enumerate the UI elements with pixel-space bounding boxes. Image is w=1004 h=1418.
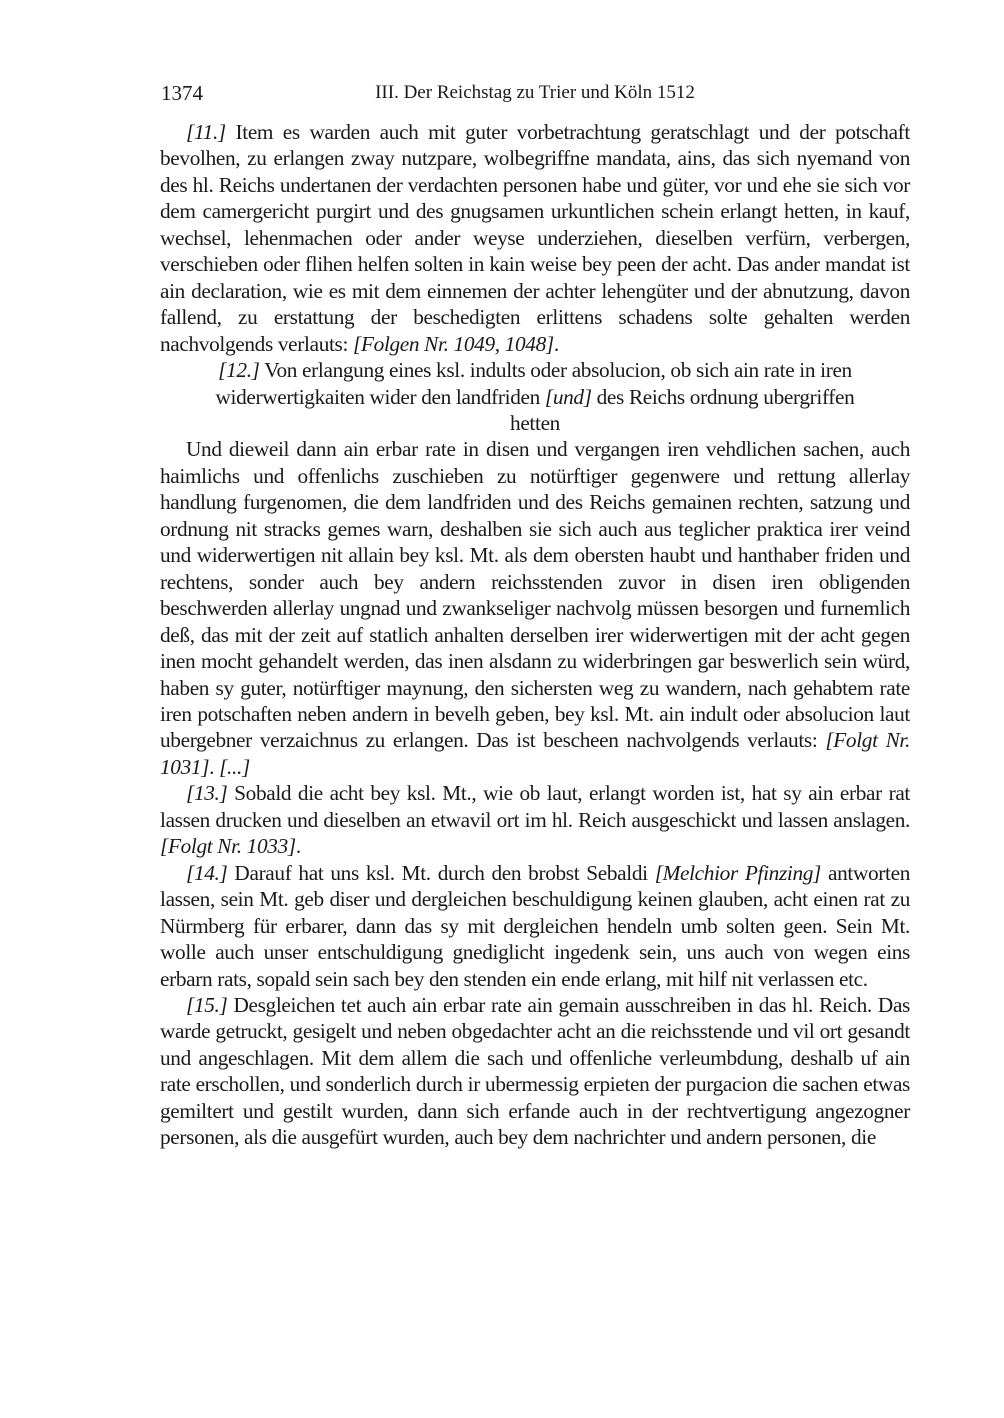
running-title: III. Der Reichstag zu Trier und Köln 1512 <box>375 82 695 103</box>
punctuation: . <box>553 331 559 356</box>
heading-text: Von erlangung eines ksl. indults oder absolucion, ob sich ain rate in iren widerwertigkaiten wider den landfriden <box>215 358 852 409</box>
section-11 <box>160 119 910 357</box>
section-marker: [14.] <box>186 860 228 885</box>
section-15 <box>160 992 910 1151</box>
punctuation: . <box>295 834 301 859</box>
section-marker: [11.] <box>186 120 226 144</box>
section-14 <box>160 860 910 992</box>
editorial-note: [Folgen Nr. 1049, 1048] <box>353 331 554 356</box>
body-text <box>160 119 910 1151</box>
section-marker: [15.] <box>186 992 228 1017</box>
section-13 <box>160 780 910 859</box>
editorial-insert: [und] <box>544 384 592 409</box>
section-marker: [13.] <box>186 781 228 806</box>
section-text: Sobald die acht bey ksl. Mt., wie ob laut, erlangt worden ist, hat sy ain erbar rat lassen drucken und dieselben an etwavil ort im hl. Reich ausgeschickt und lassen anslagen. <box>160 781 910 832</box>
section-text: Und dieweil dann ain erbar rate in disen und vergangen iren vehdlichen sachen, auch haimlichs und offenlichs zuschieben zu notürftiger gegenwere und rettung allerlay handlung furgenomen, die dem landfriden und des Reichs gemainen rechten, satzung und ordnung nit stracks gemes warn, deshalben sie sich auch aus teglicher praktica irer veind und widerwertigen nit allain bey ksl. Mt. als dem obersten haubt und hanthaber friden und rechtens, sonder auch bey andern reichsstenden zuvor in disen iren obligenden beschwerden allerlay ungnad und zwankseliger nachvolg müssen besorgen und furnemlich deß, das mit der zeit auf statlich anhalten derselben irer widerwertigen mit der acht gegen inen mocht gehandelt werden, das inen alsdann zu widerbringen gar beswerlich sein würd, haben sy guter, notürftiger maynung, den sichersten weg zu wandern, nach gehabtem rate iren potschaften neben andern in bevelh geben, bey ksl. Mt. ain indult oder absolucion laut ubergebner verzaichnus zu erlangen. Das ist bescheen nachvolgends verlauts: <box>160 437 910 753</box>
editorial-note: [Folgt Nr. 1031] <box>160 728 910 779</box>
section-text: Desgleichen tet auch ain erbar rate ain gemain ausschreiben in das hl. Reich. Das warde getruckt, gesigelt und neben obgedachter acht an die reichsstende und vil ort gesandt und angeschlagen. Mit dem allem die sach und offenliche verleumbdung, deshalb uf ain rate erschollen, und sonderlich durch ir ubermessig erpieten der purgacion die sachen etwas gemiltert und gestilt wurden, dann sich erfande auch in der rechtvertigung angezogner personen, als die ausgefürt wurden, auch bey dem nachrichter und andern personen, die <box>160 992 910 1150</box>
section-marker: [12.] <box>218 358 260 383</box>
editorial-note: [Melchior Pfinzing] <box>654 860 822 885</box>
editorial-note: [Folgt Nr. 1033] <box>160 834 296 859</box>
page-number: 1374 <box>161 81 203 105</box>
section-text: Darauf hat uns ksl. Mt. durch den brobst Sebaldi <box>227 860 655 885</box>
section-text: antworten lassen, sein Mt. geb diser und dergleichen beschuldigung keinen glauben, acht einen rat zu Nürmberg für erbarer, dann das sy mit dergleichen hendeln umb solten geen. Sein Mt. wolle auch unser entschuldigung gnediglicht ingedenk sein, uns auch von wegen eins erbarn rats, sopald sein sach bey den stenden ein ende erlang, mit hilf nit verlassen etc. <box>160 860 911 991</box>
section-12-heading <box>160 357 910 436</box>
ellipsis-note: [...] <box>219 754 250 779</box>
punctuation: . <box>209 754 220 779</box>
section-12 <box>160 436 910 780</box>
running-header <box>160 78 910 108</box>
section-text: Item es warden auch mit guter vorbetrachtung geratschlagt und der potschaft bevolhen, zu erlangen zway nutzpare, wolbegriffne mandata, ains, das sich nyemand von des hl. Reichs undertanen der verdachten personen habe und güter, vor und ehe sie sich vor dem camergericht purgirt und des gnugsamen urkuntlichen schein erlangt hetten, in kauf, wechsel, lehenmachen oder ander weyse underziehen, dieselben verfürn, verbergen, verschieben oder flihen helfen solten in kain weise bey peen der acht. Das ander mandat ist ain declaration, wie es mit dem einnemen der achter lehengüter und der abnutzung, davon fallend, zu erstattung der beschedigten erlittens schadens solte gehalten werden nachvolgends verlauts: <box>160 120 910 356</box>
document-page <box>160 78 910 1151</box>
heading-text: des Reichs ordnung ubergriffen hetten <box>510 384 855 435</box>
